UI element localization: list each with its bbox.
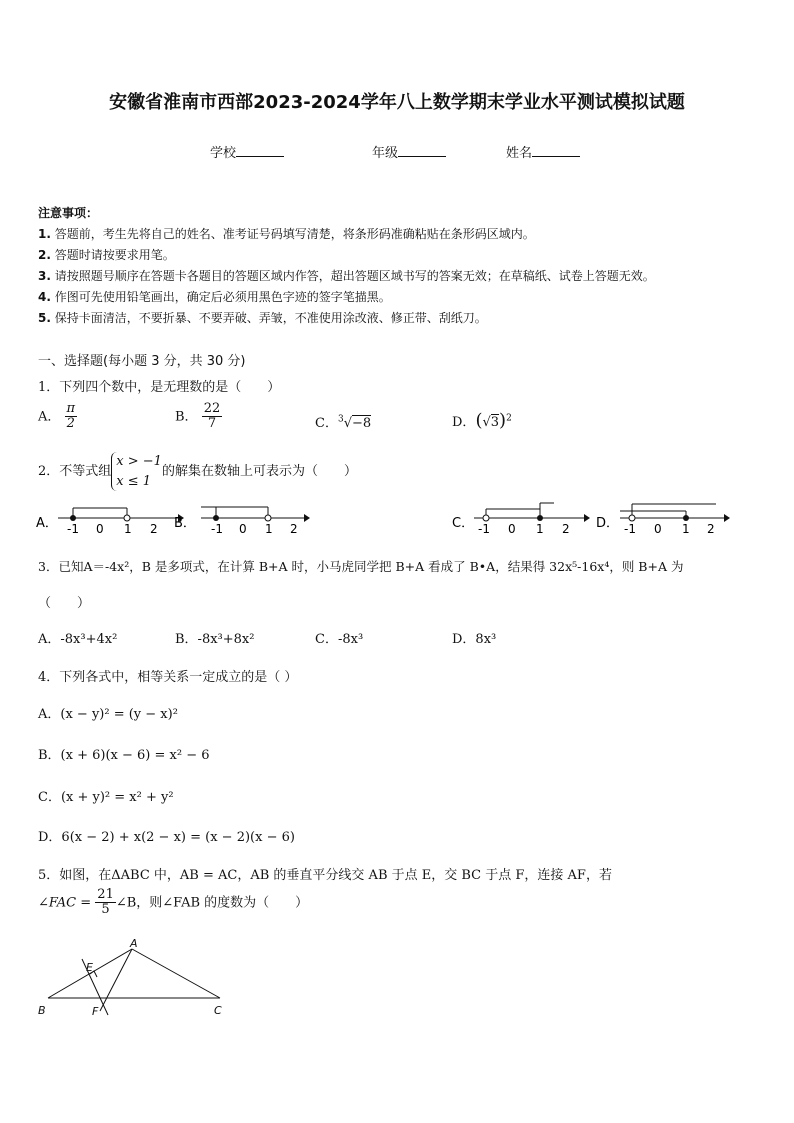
name-label: 姓名 [506, 146, 533, 161]
angle-fac: ∠FAC = [38, 895, 92, 911]
point-f-label: F [92, 1005, 99, 1018]
notice-num: 2. [38, 248, 51, 262]
radicand: −8 [351, 416, 372, 431]
q1-option-c[interactable] [315, 412, 371, 431]
q1-option-b[interactable] [175, 402, 222, 432]
tick-label: -1 [211, 522, 223, 536]
point-c-label: C [214, 1004, 222, 1017]
grade-label: 年级 [372, 146, 399, 161]
name-field [506, 142, 580, 161]
notice-text: 请按照题号顺序在答题卡各题目的答题区域内作答，超出答题区域书写的答案无效；在草稿纸、试卷上答题无效。 [54, 269, 655, 283]
q2-option-label-b[interactable]: B． [174, 516, 196, 531]
option-label: C． [315, 416, 338, 431]
point-e-label: E [86, 961, 93, 974]
point-b-label: B [38, 1004, 46, 1017]
tick-label: -1 [624, 522, 636, 536]
option-label: A． [38, 409, 61, 425]
q1-option-d[interactable] [452, 410, 512, 431]
radical-icon: √ [482, 415, 491, 430]
number-line-b[interactable] [201, 507, 310, 536]
tick-label: 0 [239, 522, 247, 536]
tick-label: 2 [562, 522, 570, 536]
q4-stem: 4．下列各式中，相等关系一定成立的是（ ） [38, 670, 298, 685]
tick-label: -1 [478, 522, 490, 536]
inequality-2: x ≤ 1 [116, 473, 152, 489]
q2-option-label-c[interactable]: C． [452, 516, 475, 531]
inequality-system [111, 452, 162, 491]
tick-label: 0 [654, 522, 662, 536]
paren-open: ( [475, 410, 483, 431]
q3-option-a[interactable]: A．-8x³+4x² [38, 632, 118, 647]
page-title: 安徽省淮南市西部2023-2024学年八上数学期末学业水平测试模拟试题 [109, 92, 685, 113]
notice-text: 作图可先使用铅笔画出，确定后必须用黑色字迹的签字笔描黑。 [54, 290, 391, 304]
notice-item [38, 267, 655, 284]
option-label: B． [175, 409, 198, 425]
q5-stem-post: ∠B，则∠FAB 的度数为（ ） [115, 895, 309, 911]
q4-option-c[interactable]: C．(x + y)² = x² + y² [38, 790, 174, 805]
notice-item [38, 288, 391, 305]
tick-label: 1 [265, 522, 273, 536]
q2-stem-post: 的解集在数轴上可表示为（ ） [161, 464, 357, 479]
notice-num: 3. [38, 269, 51, 283]
tick-label: 0 [96, 522, 104, 536]
notice-item [38, 246, 175, 263]
denominator: 7 [207, 416, 217, 432]
numerator: 22 [203, 401, 221, 416]
q4-option-d[interactable]: D．6(x − 2) + x(2 − x) = (x − 2)(x − 6) [38, 830, 295, 845]
number-line-d[interactable] [620, 504, 730, 536]
q4-option-a[interactable]: A．(x − y)² = (y − x)² [38, 707, 178, 722]
denominator: 5 [101, 902, 110, 918]
q2-option-label-a[interactable]: A． [36, 516, 58, 531]
notice-num: 4. [38, 290, 51, 304]
radicand: 3 [490, 415, 500, 430]
numerator: 21 [97, 887, 114, 902]
notice-heading: 注意事项： [38, 206, 99, 220]
tick-label: 0 [508, 522, 516, 536]
fraction [95, 888, 116, 918]
tick-label: 1 [124, 522, 132, 536]
notice-num: 5. [38, 311, 51, 325]
q5-triangle-figure [34, 935, 234, 1019]
tick-label: 2 [707, 522, 715, 536]
q2-option-label-d[interactable]: D． [596, 516, 620, 531]
number-line-c[interactable] [474, 503, 590, 536]
q3-stem: 3．已知A＝-4x²，B 是多项式，在计算 B+A 时，小马虎同学把 B+A 看成了 B•A，结果得 32x⁵-16x⁴，则 B+A 为 [38, 559, 684, 574]
fraction [65, 402, 78, 432]
number-line-a[interactable] [58, 508, 184, 536]
q3-option-b[interactable]: B．-8x³+8x² [175, 632, 255, 647]
option-label: D． [452, 415, 476, 430]
q3-option-d[interactable]: D．8x³ [452, 632, 497, 647]
q3-paren: （ ） [38, 596, 91, 611]
notice-num: 1. [38, 227, 51, 241]
tick-label: 2 [290, 522, 298, 536]
notice-text: 答题时请按要求用笔。 [54, 248, 175, 262]
q5-stem-line2 [38, 888, 308, 918]
fraction [202, 402, 223, 432]
root-index: 3 [337, 414, 344, 425]
grade-field [372, 142, 446, 161]
school-blank[interactable] [236, 145, 284, 157]
q2-stem [38, 452, 357, 491]
grade-blank[interactable] [398, 145, 446, 157]
q5-stem: 5．如图，在ΔABC 中，AB = AC，AB 的垂直平分线交 AB 于点 E，交 BC 于点 F，连接 AF，若 [38, 868, 612, 883]
notice-item [38, 225, 535, 242]
q1-stem: 1．下列四个数中，是无理数的是（ ） [38, 380, 281, 395]
denominator: 2 [66, 416, 75, 432]
notice-text: 保持卡面清洁，不要折暴、不要弄破、弄皱，不准使用涂改液、修正带、刮纸刀。 [54, 311, 487, 325]
radical-icon: √ [343, 416, 352, 431]
inequality-1: x > −1 [116, 454, 162, 469]
q2-number-lines [36, 500, 776, 540]
q1-option-a[interactable] [38, 402, 77, 432]
q4-option-b[interactable]: B．(x + 6)(x − 6) = x² − 6 [38, 748, 210, 763]
q2-stem-pre: 2．不等式组 [38, 464, 112, 479]
point-a-label: A [130, 937, 138, 950]
tick-label: 2 [150, 522, 158, 536]
tick-label: 1 [536, 522, 544, 536]
school-field [210, 142, 284, 161]
paren-close: ) [499, 410, 507, 431]
exponent: 2 [506, 413, 512, 424]
q3-option-c[interactable]: C．-8x³ [315, 632, 364, 647]
segment-ac [132, 949, 220, 998]
tick-label: 1 [682, 522, 690, 536]
tick-label: -1 [67, 522, 79, 536]
numerator: π [66, 401, 76, 416]
name-blank[interactable] [532, 145, 580, 157]
notice-text: 答题前，考生先将自己的姓名、准考证号码填写清楚，将条形码准确粘贴在条形码区域内。 [54, 227, 535, 241]
section-heading: 一、选择题(每小题 3 分，共 30 分) [38, 354, 246, 369]
school-label: 学校 [210, 146, 237, 161]
notice-item [38, 309, 487, 326]
